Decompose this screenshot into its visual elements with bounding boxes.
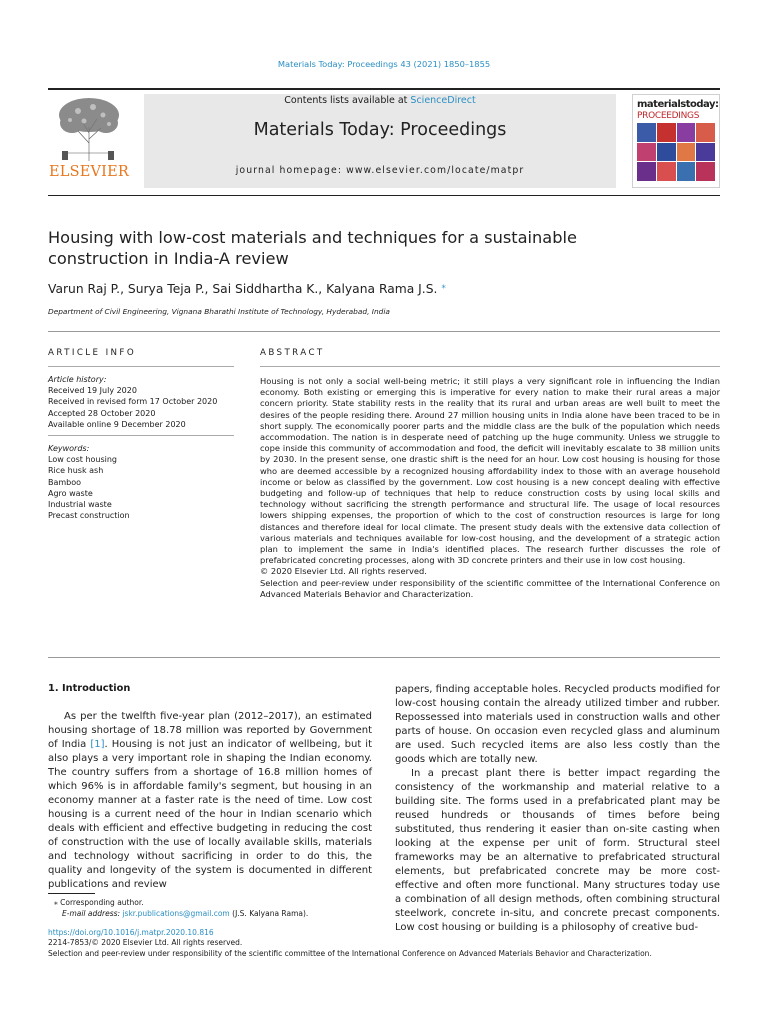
email-label: E-mail address: xyxy=(62,909,121,918)
history-item: Accepted 28 October 2020 xyxy=(48,408,156,418)
body-column-right xyxy=(395,683,720,935)
keyword-item: Precast construction xyxy=(48,511,130,521)
abstract-body: Housing is not only a social well-being metric; it still plays a very significant role in influencing the Indian economy. Both existing or emerging this is imperative for every nation to make their rural areas a major concern priority. State stability rests in the reality that its rural and urban areas are well built to meet the desires of the people residing there. Around 27 million housing units in India alone have been traced to be in short supply. The economically poorer parts and the middle class are the bulk of the population which needs accommodation. The nation is in desperate need of patching up the huge community. Unless we struggle to cope inside this community of accommodation and food, the deficit will inevitably escalate to 38 million units by 2030. In the present sense, one drastic shift is the need for an hour. Low cost housing is housing for those who are deemed accessible by a recognized housing affordability index to those with an average household income or below as classified by the government. Low cost housing is a new concept dealing with effective budgeting and follow-up of techniques that help to reduce construction costs by using local skills and technology without sacrificing the strength performance and structural life. The usage of local resources lowers shipping expenses, the proportion of which to the cost of construction resources is large for long distances and therefore ideal for local climate. The present study deals with the extensive data collection of various materials and techniques available for low-cost housing, and the development of a strategic action plan to implement the same in India's identified places. The research further discusses the role of prefabricated concreting processes, along with 3D concrete printers and their use in low cost housing. xyxy=(260,376,720,566)
abstract-heading: ABSTRACT xyxy=(260,348,325,358)
history-item: Received in revised form 17 October 2020 xyxy=(48,397,218,407)
footer-peer-review: Selection and peer-review under responsibility of the scientific committee of the International Conference on Advanced Materials Behavior and Characterization. xyxy=(48,948,652,958)
keyword-item: Rice husk ash xyxy=(48,466,104,476)
abstract-rule xyxy=(260,366,720,367)
keywords-label: Keywords: xyxy=(48,444,90,453)
history-item: Available online 9 December 2020 xyxy=(48,419,186,429)
journal-name: Materials Today: Proceedings xyxy=(253,120,507,140)
contents-availability xyxy=(144,95,616,106)
intro-text-b: . Housing is not just an indicator of wellbeing, but it also plays a very important role in shaping the Indian economy. The country suffers from a shortage of 16.8 million homes of which 96% is in affordable family's segment, but housing in an economy manner at a faster rate is the need of time. Low cost housing is a current need of the hour in Indian scenario which deals with efficient and effective budgeting in reducing the cost of construction with the use of locally available skills, materials and technology without sacrificing in order to do this, the quality and longevity of the system is documented in different publications and review xyxy=(48,739,372,890)
abstract-peer-review: Selection and peer-review under responsibility of the scientific committee of the International Conference on Advanced Materials Behavior and Characterization. xyxy=(260,577,720,599)
author-affiliation: Department of Civil Engineering, Vignana Bharathi Institute of Technology, Hyderabad, India xyxy=(48,307,390,316)
body-paragraph: papers, finding acceptable holes. Recycled products modified for low-cost housing contain the already utilized timber and rubber. Repossessed into materials used in construction walls and other parts of house. On occasion even recycled glass and aluminum are used. Such recycled items are also less costly than the goods which are totally new. xyxy=(395,684,720,765)
cover-subtitle: PROCEEDINGS xyxy=(637,111,700,121)
journal-cover-thumbnail[interactable] xyxy=(632,94,720,188)
body-paragraph: In a precast plant there is better impact regarding the consistency of the workmanship and material relative to a building site. The forms used in a prefabricated plant may be reused hundreds or thousands of times before being substituted, thus rendering it easier than on-site casting when looking at the expense per unit of form. Structural steel frameworks may be an alternative to prefabricated structural elements, but prefabricated concrete may be more cost-effective and often more functional. Many structures today use a combination of all design methods, often combining structural steelwork, concrete in-situ, and concrete precast components. Low cost housing or building is a philosophy of creative bud- xyxy=(395,768,720,933)
keyword-item: Industrial waste xyxy=(48,500,112,510)
footnote xyxy=(48,897,372,919)
keywords-rule xyxy=(48,435,234,436)
corresponding-author-mark[interactable]: ⁎ xyxy=(441,281,446,291)
history-label: Article history: xyxy=(48,375,107,384)
body-column-left xyxy=(48,710,372,892)
elsevier-tree-logo-icon xyxy=(48,93,130,163)
intro-text-a: As per the twelfth five-year plan (2012–2017), an estimated housing shortage of 18.78 million was reported by Government of India xyxy=(48,711,372,750)
author-list xyxy=(48,281,446,296)
abstract-text xyxy=(260,376,720,600)
contents-prefix: Contents lists available at xyxy=(284,95,411,106)
keyword-item: Agro waste xyxy=(48,488,93,498)
footnote-corresponding: Corresponding author. xyxy=(60,898,144,907)
reference-link[interactable]: [1] xyxy=(90,739,105,750)
keywords-list xyxy=(48,443,234,521)
author-email-link[interactable]: jskr.publications@gmail.com xyxy=(122,909,230,918)
footnote-mark: ⁎ xyxy=(54,898,58,907)
article-title: Housing with low-cost materials and techniques for a sustainable construction in India-A review xyxy=(48,228,577,268)
journal-citation[interactable]: Materials Today: Proceedings 43 (2021) 1850–1855 xyxy=(277,59,491,69)
cover-title: materialstoday: xyxy=(637,99,719,110)
history-item: Received 19 July 2020 xyxy=(48,386,137,396)
footnote-rule xyxy=(48,893,95,894)
journal-homepage[interactable]: journal homepage: www.elsevier.com/locate/matpr xyxy=(235,165,525,176)
page-footer xyxy=(48,928,720,959)
section-heading-introduction: 1. Introduction xyxy=(48,683,131,694)
header-bottom-rule xyxy=(48,195,720,196)
header-top-rule xyxy=(48,88,720,90)
article-info-heading: ARTICLE INFO xyxy=(48,348,137,358)
elsevier-wordmark[interactable]: ELSEVIER xyxy=(48,164,130,180)
article-info-rule xyxy=(48,366,234,367)
keyword-item: Low cost housing xyxy=(48,455,118,465)
issn-copyright: 2214-7853/© 2020 Elsevier Ltd. All rights reserved. xyxy=(48,938,243,948)
email-owner: (J.S. Kalyana Rama). xyxy=(232,909,309,918)
abstract-bottom-rule xyxy=(48,657,720,658)
sciencedirect-link[interactable]: ScienceDirect xyxy=(410,95,476,106)
doi-link[interactable]: https://doi.org/10.1016/j.matpr.2020.10.816 xyxy=(48,928,214,937)
cover-image-grid xyxy=(637,123,715,181)
section-divider xyxy=(48,331,720,332)
authors-text: Varun Raj P., Surya Teja P., Sai Siddhartha K., Kalyana Rama J.S. xyxy=(48,282,438,297)
article-history xyxy=(48,374,234,430)
keyword-item: Bamboo xyxy=(48,477,82,487)
abstract-copyright: © 2020 Elsevier Ltd. All rights reserved. xyxy=(260,566,427,577)
